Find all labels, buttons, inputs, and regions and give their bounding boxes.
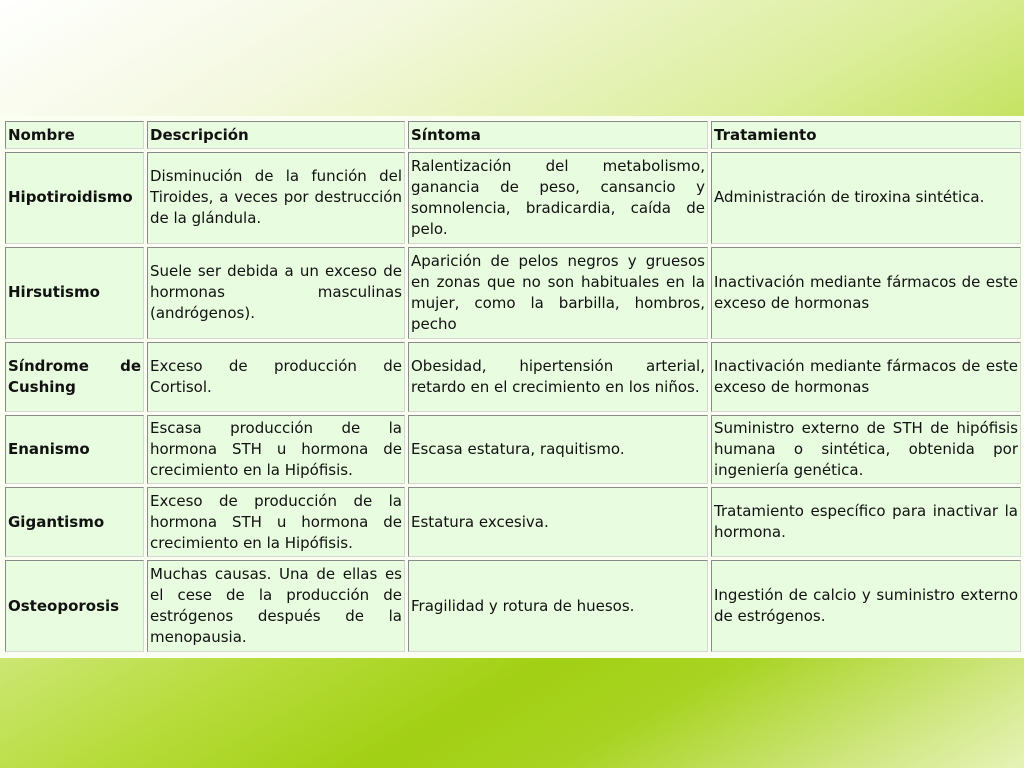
cell-tratamiento: Suministro externo de STH de hipófisis humana o sintética, obtenida por ingeniería genética. bbox=[711, 415, 1021, 485]
cell-nombre: Síndrome de Cushing bbox=[5, 342, 144, 412]
header-nombre: Nombre bbox=[5, 121, 144, 149]
table-header-row bbox=[5, 121, 1021, 149]
cell-nombre: Gigantismo bbox=[5, 487, 144, 557]
cell-descripcion: Exceso de producción de la hormona STH u hormona de crecimiento en la Hipófisis. bbox=[147, 487, 405, 557]
cell-nombre: Hirsutismo bbox=[5, 247, 144, 339]
table-row bbox=[5, 487, 1021, 557]
cell-sintoma: Estatura excesiva. bbox=[408, 487, 708, 557]
hormone-disorders-table bbox=[2, 118, 1024, 655]
hormone-disorders-table-container bbox=[0, 116, 1024, 658]
cell-nombre: Osteoporosis bbox=[5, 560, 144, 652]
cell-tratamiento: Inactivación mediante fármacos de este exceso de hormonas bbox=[711, 247, 1021, 339]
table-row bbox=[5, 342, 1021, 412]
cell-nombre: Enanismo bbox=[5, 415, 144, 485]
header-descripcion: Descripción bbox=[147, 121, 405, 149]
table-row bbox=[5, 152, 1021, 244]
cell-sintoma: Ralentización del metabolismo, ganancia de peso, cansancio y somnolencia, bradicardia, caída de pelo. bbox=[408, 152, 708, 244]
cell-tratamiento: Inactivación mediante fármacos de este exceso de hormonas bbox=[711, 342, 1021, 412]
cell-sintoma: Aparición de pelos negros y gruesos en zonas que no son habituales en la mujer, como la barbilla, hombros, pecho bbox=[408, 247, 708, 339]
cell-tratamiento: Ingestión de calcio y suministro externo de estrógenos. bbox=[711, 560, 1021, 652]
header-sintoma: Síntoma bbox=[408, 121, 708, 149]
cell-descripcion: Exceso de producción de Cortisol. bbox=[147, 342, 405, 412]
cell-sintoma: Escasa estatura, raquitismo. bbox=[408, 415, 708, 485]
cell-descripcion: Disminución de la función del Tiroides, a veces por destrucción de la glándula. bbox=[147, 152, 405, 244]
table-row bbox=[5, 415, 1021, 485]
table-row bbox=[5, 560, 1021, 652]
cell-tratamiento: Tratamiento específico para inactivar la hormona. bbox=[711, 487, 1021, 557]
cell-descripcion: Muchas causas. Una de ellas es el cese de la producción de estrógenos después de la menopausia. bbox=[147, 560, 405, 652]
header-tratamiento: Tratamiento bbox=[711, 121, 1021, 149]
cell-sintoma: Fragilidad y rotura de huesos. bbox=[408, 560, 708, 652]
cell-nombre: Hipotiroidismo bbox=[5, 152, 144, 244]
cell-sintoma: Obesidad, hipertensión arterial, retardo en el crecimiento en los niños. bbox=[408, 342, 708, 412]
cell-tratamiento: Administración de tiroxina sintética. bbox=[711, 152, 1021, 244]
cell-descripcion: Suele ser debida a un exceso de hormonas masculinas (andrógenos). bbox=[147, 247, 405, 339]
cell-descripcion: Escasa producción de la hormona STH u hormona de crecimiento en la Hipófisis. bbox=[147, 415, 405, 485]
table-row bbox=[5, 247, 1021, 339]
